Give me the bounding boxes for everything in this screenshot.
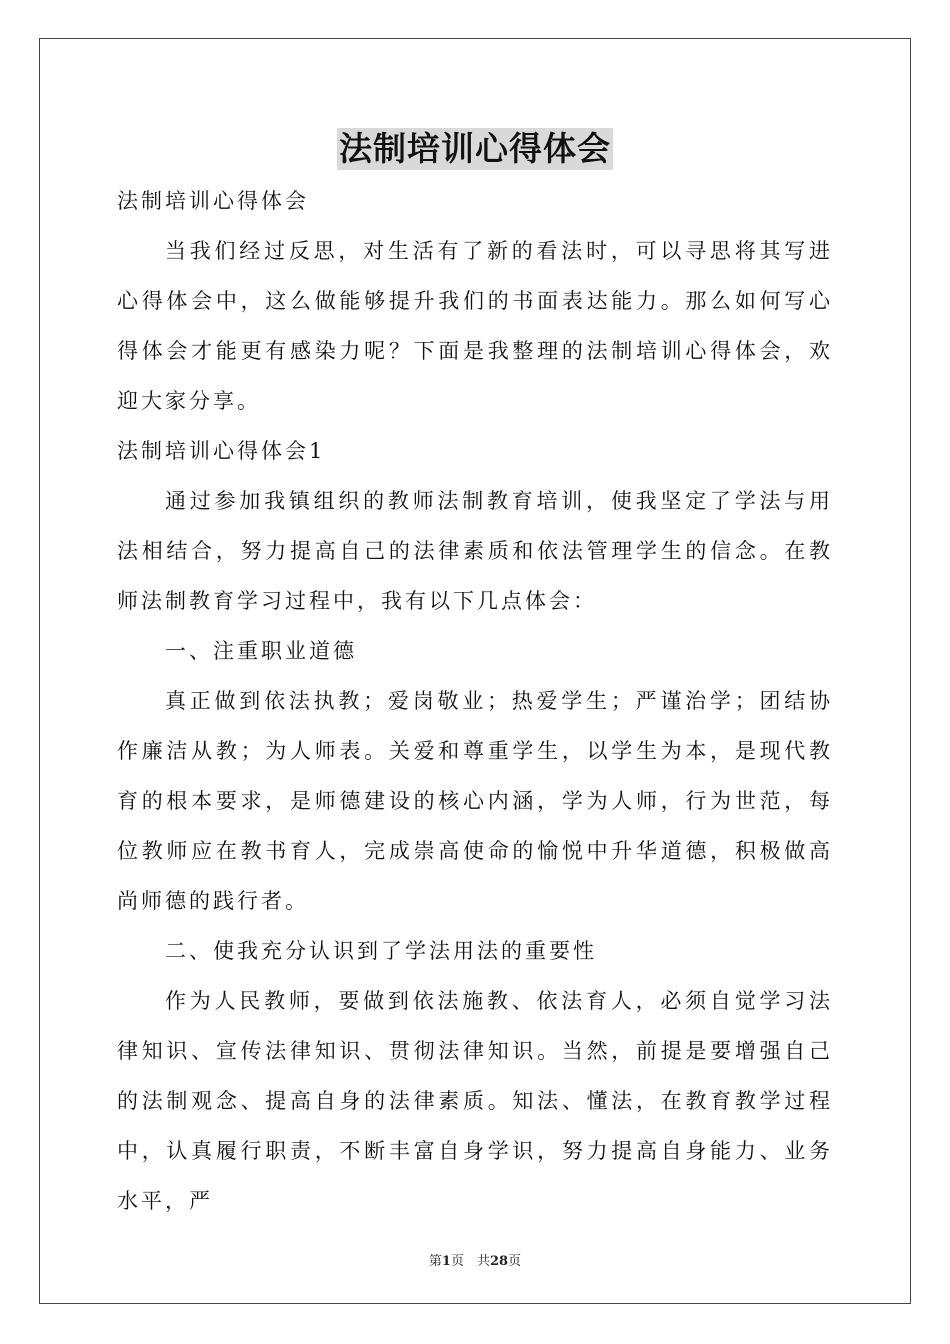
footer-mid: 页 共 [450,1254,490,1269]
paragraph: 通过参加我镇组织的教师法制教育培训，使我坚定了学法与用法相结合，努力提高自己的法律素质和依法管理学生的信念。在教师法制教育学习过程中，我有以下几点体会： [117,489,833,613]
footer-suffix: 页 [508,1254,522,1269]
document-title: 法制培训心得体会 [339,129,611,168]
paragraph: 一、注重职业道德 [165,639,357,663]
footer-prefix: 第 [428,1254,442,1269]
paragraph: 作为人民教师，要做到依法施教、依法育人，必须自觉学习法律知识、宣传法律知识、贯彻法律知识。当然，前提是要增强自己的法制观念、提高自身的法律素质。知法、懂法，在教育教学过程中，认真履行职责，不断丰富自身学识，努力提高自身能力、业务水平，严 [117,989,833,1213]
paragraph: 二、使我充分认识到了学法用法的重要性 [165,939,597,963]
paragraph: 法制培训心得体会1 [117,439,326,463]
title-container [0,128,950,170]
page-footer [0,1250,950,1269]
paragraph: 当我们经过反思，对生活有了新的看法时，可以寻思将其写进心得体会中，这么做能够提升我们的书面表达能力。那么如何写心得体会才能更有感染力呢？下面是我整理的法制培训心得体会，欢迎大家分享。 [117,239,833,413]
footer-total-pages: 28 [489,1254,509,1269]
document-body [117,176,833,1226]
footer-page-number: 1 [441,1254,451,1269]
paragraph: 真正做到依法执教；爱岗敬业；热爱学生；严谨治学；团结协作廉洁从教；为人师表。关爱和尊重学生，以学生为本，是现代教育的根本要求，是师德建设的核心内涵，学为人师，行为世范，每位教师应在教书育人，完成崇高使命的愉悦中升华道德，积极做高尚师德的践行者。 [117,689,833,913]
paragraph: 法制培训心得体会 [117,189,309,213]
